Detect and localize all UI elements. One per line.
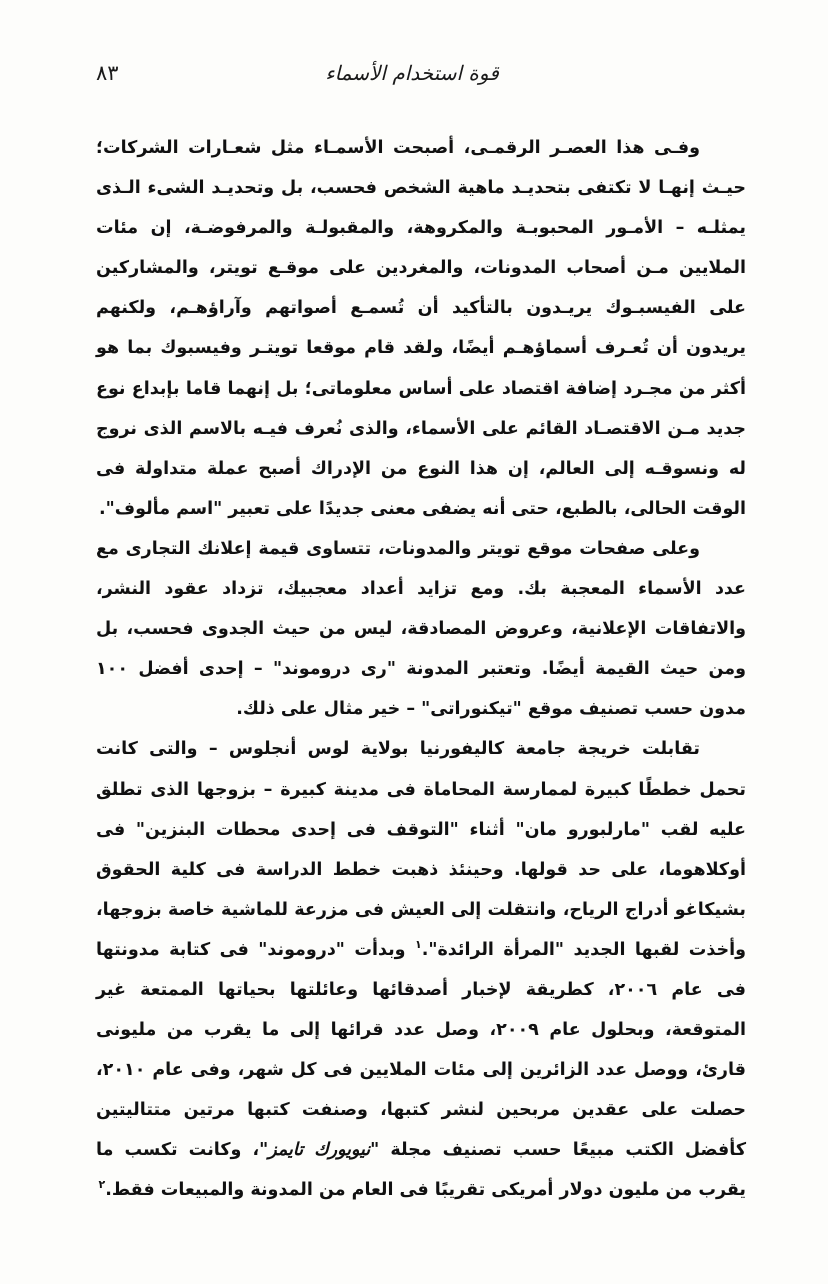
footnote-marker-1: ١ <box>414 938 422 952</box>
page-number: ٨٣ <box>96 61 119 85</box>
running-title: قوة استخدام الأسماء <box>325 61 499 85</box>
footnote-marker-2: ٢ <box>98 1178 106 1192</box>
magazine-title: "نيويورك تايمز" <box>259 1140 380 1161</box>
body-text <box>96 128 746 1211</box>
paragraph-3-part-1: تقابلت خريجة جامعة كاليفورنيا بولاية لوس أنجلوس – والتى كانت تحمل خططًا كبيرة لممارسة المحاماة فى مدينة كبيرة – بزوجها الذى تطلق عليه لقب "مارلبورو مان" أثناء "التوقف فى إحدى محطات البنزين" فى أوكلاهوما، على حد قولها. وحينئذ ذهبت خطط الدراسة فى كلية الحقوق بشيكاغو أدراج الرياح، وانتقلت إلى العيش فى مزرعة للماشية خاصة بزوجها، وأخذت لقبها الجديد "المرأة الرائدة". <box>96 739 746 960</box>
page-header <box>96 58 728 92</box>
paragraph-3 <box>96 729 746 1210</box>
paragraph-3-part-3: ، وكانت تكسب ما يقرب من مليون دولار أمريكى تقريبًا فى العام من المدونة والمبيعات فقط. <box>96 1140 746 1201</box>
paragraph-1: وفـى هذا العصـر الرقمـى، أصبحت الأسمـاء مثل شعـارات الشركات؛ حيـث إنهـا لا تكتفى بتحديـد ماهية الشخص فحسب، بل وتحديـد الشىء الـذى يمثلـه – الأمـور المحبوبـة والمكروهة، والمقبولـة والمرفوضـة، إن مئات الملايين مـن أصحاب المدونات، والمغردين على موقـع تويتر، والمشاركين على الفيسبـوك يريـدون بالتأكيد أن تُسمـع أصواتهم وآراؤهـم، ولكنهم يريدون أن تُعـرف أسماؤهـم أيضًا، ولقد قام موقعا تويتـر وفيسبوك بما هو أكثر من مجـرد إضافة اقتصاد على أساس معلوماتى؛ بل إنهما قاما بإبداع نوع جديد مـن الاقتصـاد القائم على الأسماء، والذى نُعرف فيـه بالاسم الذى نروج له ونسوقـه إلى العالم، إن هذا النوع من الإدراك أصبح عملة متداولة فى الوقت الحالى، بالطبع، حتى أنه يضفى معنى جديدًا على تعبير "اسم مألوف". <box>96 138 746 519</box>
paragraph-3-part-2: وبدأت "دروموند" فى كتابة مدونتها فى عام ٢٠٠٦، كطريقة لإخبار أصدقائها وعائلتها بحياتها الممتعة غير المتوقعة، وبحلول عام ٢٠٠٩، وصل عدد قرائها إلى ما يقرب من مليونى قارئ، ووصل عدد الزائرين إلى مئات الملايين فى كل شهر، وفى عام ٢٠١٠، حصلت على عقدين مربحين لنشر كتبها، وصنفت كتبها مرتين متتاليتين كأفضل الكتب مبيعًا حسب تصنيف مجلة <box>96 939 746 1161</box>
paragraph-2: وعلى صفحات موقع تويتر والمدونات، تتساوى قيمة إعلانك التجارى مع عدد الأسماء المعجبة بك. ومع تزايد أعداد معجبيك، تزداد عقود النشر، والاتفاقات الإعلانية، وعروض المصادقة، ليس من حيث الجدوى فحسب، بل ومن حيث القيمة أيضًا. وتعتبر المدونة "رى دروموند" – إحدى أفضل ١٠٠ مدون حسب تصنيف موقع "تيكنوراتى" – خير مثال على ذلك. <box>96 538 746 720</box>
